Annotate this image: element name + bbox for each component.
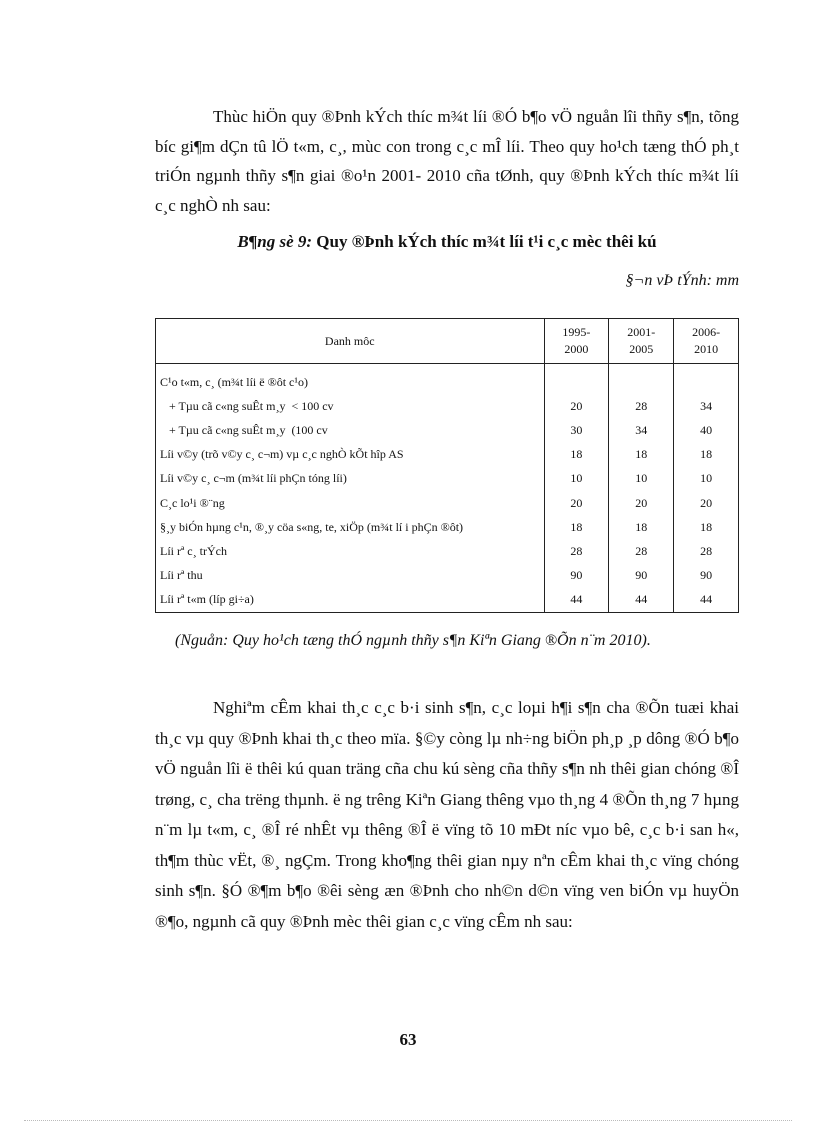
row-value: 18 [609, 515, 674, 539]
intro-paragraph-text: Thùc hiÖn quy ®Þnh kÝch thíc m¾t líi ®Ó b¶o vÖ nguån lîi thñy s¶n, tõng bíc gi¶m dÇn tû lÖ t«m, c¸, mùc con trong c¸c mÎ líi. Theo quy ho¹ch tæng thÓ ph¸t triÓn ngµnh thñy s¶n giai ®o¹n 2001- 2010 cña tØnh, quy ®Þnh kÝch thíc m¾t líi c¸c nghÒ nh sau: [155, 107, 739, 215]
row-value: 28 [609, 539, 674, 563]
regulation-paragraph [155, 693, 739, 937]
row-value: 20 [544, 491, 609, 515]
table-row [156, 564, 739, 588]
table-row [156, 394, 739, 418]
row-label: + Tµu cã c«ng suÊt m¸y (100 cv [156, 418, 545, 442]
table-row [156, 443, 739, 467]
source-note [155, 626, 739, 656]
header-period-2001-2005 [609, 319, 674, 364]
row-label: Líi v©y (trõ v©y c¸ c¬m) vµ c¸c nghÒ kÕt hîp AS [156, 443, 545, 467]
row-value: 40 [674, 418, 739, 442]
table-header-row [156, 319, 739, 364]
header-period-label: 2001- 2005 [627, 325, 656, 356]
row-label: Líi rª thu [156, 564, 545, 588]
page-number: 63 [399, 1030, 417, 1049]
intro-paragraph [155, 102, 739, 220]
row-value: 10 [674, 467, 739, 491]
row-value: 10 [544, 467, 609, 491]
row-value: 44 [609, 588, 674, 613]
row-value: 30 [544, 418, 609, 442]
header-category: Danh môc [156, 319, 545, 364]
row-label: §¸y biÓn hµng c¹n, ®¸y cöa s«ng, te, xiÖp (m¾t lí i phÇn ®ôt) [156, 515, 545, 539]
row-value: 18 [609, 443, 674, 467]
header-period-2006-2010 [674, 319, 739, 364]
row-value: 44 [544, 588, 609, 613]
row-value: 90 [609, 564, 674, 588]
row-value: 18 [544, 443, 609, 467]
source-note-text: (Nguån: Quy ho¹ch tæng thÓ ngµnh thñy s¶n Kiªn Giang ®Õn n¨m 2010). [175, 632, 651, 649]
row-value: 18 [674, 515, 739, 539]
table-row [156, 418, 739, 442]
page-bottom-divider [24, 1120, 792, 1121]
row-value: 34 [609, 418, 674, 442]
table-row [156, 467, 739, 491]
row-value [544, 364, 609, 395]
row-label: C¸c lo¹i ®¨ng [156, 491, 545, 515]
row-value: 18 [674, 443, 739, 467]
row-value: 90 [544, 564, 609, 588]
row-value: 10 [609, 467, 674, 491]
table-caption-title: Quy ®Þnh kÝch thíc m¾t líi t¹i c¸c mèc thêi kú [316, 232, 657, 251]
row-label: + Tµu cã c«ng suÊt m¸y < 100 cv [156, 394, 545, 418]
row-value: 28 [674, 539, 739, 563]
regulation-paragraph-text: Nghiªm cÊm khai th¸c c¸c b·i sinh s¶n, c¸c loµi h¶i s¶n cha ®Õn tuæi khai th¸c vµ quy ®Þnh khai th¸c theo mïa. §©y còng lµ nh÷ng biÖn ph¸p ¸p dông ®Ó b¶o vÖ nguån lîi ë thêi kú quan träng cña chu kú sèng cña thñy s¶n nh thêi gian chóng ®Î trøng, c¸ cha trëng thµnh. ë ng trêng Kiªn Giang thêng vµo th¸ng 4 ®Õn th¸ng 7 hµng n¨m lµ t«m, c¸ ®Î ré nhÊt vµ thêng ®Î ë vïng tõ 10 mÐt níc vµo bê, c¸c b·i san h«, th¶m thùc vËt, ®¸ ngÇm. Trong kho¶ng thêi gian nµy nªn cÊm khai th¸c vïng chóng sinh s¶n. §Ó ®¶m b¶o ®êi sèng æn ®Þnh cho nh©n d©n vïng ven biÓn vµ huyÖn ®¶o, ngµnh cã quy ®Þnh mèc thêi gian c¸c vïng cÊm nh sau: [155, 698, 739, 931]
row-value [609, 364, 674, 395]
row-value: 20 [609, 491, 674, 515]
row-value: 90 [674, 564, 739, 588]
row-value [674, 364, 739, 395]
row-value: 20 [674, 491, 739, 515]
row-value: 28 [544, 539, 609, 563]
row-value: 44 [674, 588, 739, 613]
table-caption [155, 232, 739, 252]
table-row [156, 491, 739, 515]
table-row [156, 588, 739, 613]
row-value: 20 [544, 394, 609, 418]
row-value: 34 [674, 394, 739, 418]
row-label: Líi v©y c¸ c¬m (m¾t líi phÇn tóng líi) [156, 467, 545, 491]
table-row [156, 539, 739, 563]
table-unit: §¬n vÞ tÝnh: mm [625, 272, 739, 289]
table-caption-label: B¶ng sè 9: [237, 232, 313, 251]
header-period-label: 1995- 2000 [562, 325, 591, 356]
table-row [156, 515, 739, 539]
row-value: 18 [544, 515, 609, 539]
row-label: C¹o t«m, c¸ (m¾t líi ë ®ôt c¹o) [156, 364, 545, 395]
header-period-1995-2000 [544, 319, 609, 364]
mesh-size-table [155, 318, 739, 613]
row-label: Líi rª c¸ trÝch [156, 539, 545, 563]
row-value: 28 [609, 394, 674, 418]
row-label: Líi rª t«m (líp gi÷a) [156, 588, 545, 613]
header-period-label: 2006- 2010 [692, 325, 721, 356]
table-row [156, 364, 739, 395]
